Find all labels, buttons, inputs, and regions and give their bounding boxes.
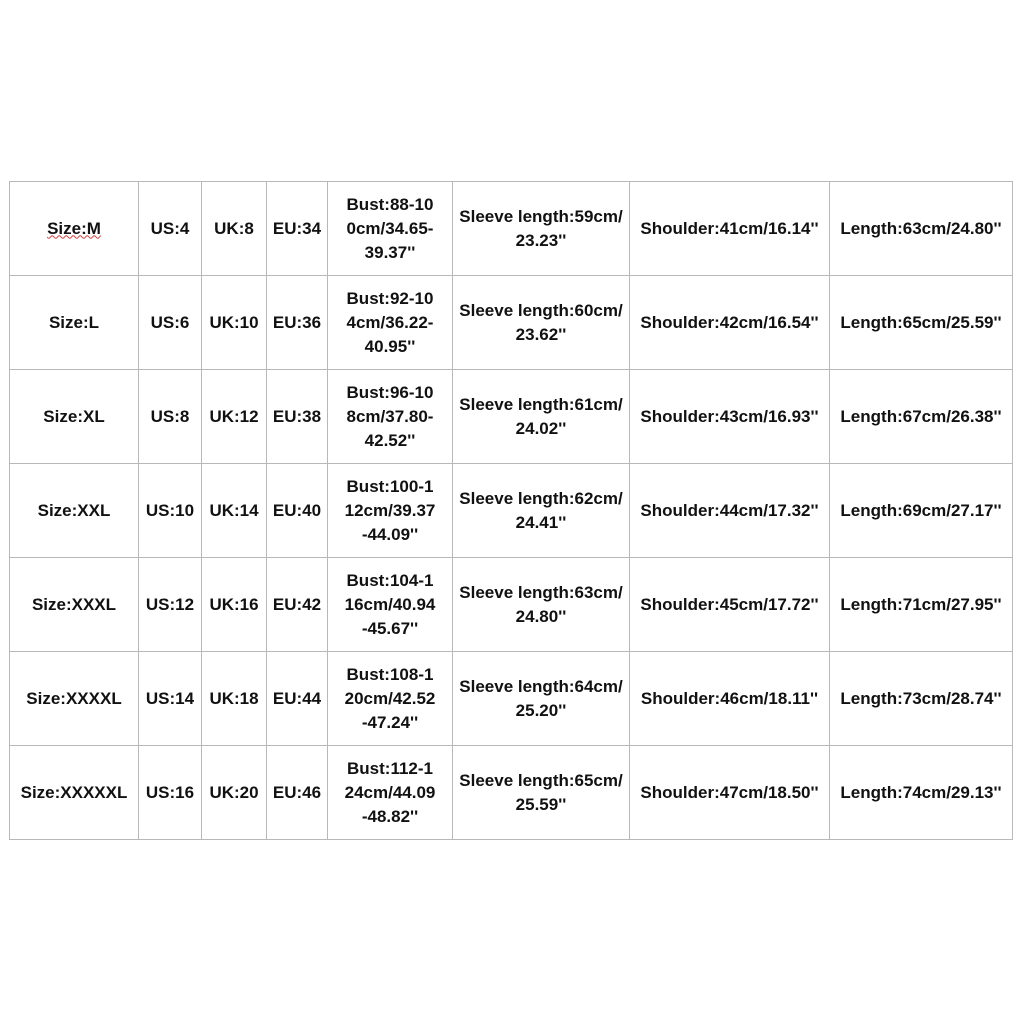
- length-cell-text: Length:73cm/28.74'': [840, 688, 1002, 708]
- shoulder-cell-text: Shoulder:46cm/18.11'': [640, 688, 819, 708]
- length-cell: [830, 558, 1013, 652]
- shoulder-cell: [630, 746, 830, 840]
- sleeve-length-cell-text: Sleeve length:61cm/24.02'': [459, 394, 623, 438]
- size-cell: [10, 746, 139, 840]
- us-size-cell: [139, 746, 202, 840]
- eu-size-cell: [267, 370, 328, 464]
- length-cell: [830, 464, 1013, 558]
- eu-size-cell: [267, 182, 328, 276]
- shoulder-cell: [630, 370, 830, 464]
- eu-size-cell-text: EU:38: [272, 406, 322, 426]
- bust-cell-text: Bust:88-100cm/34.65-39.37'': [346, 194, 434, 262]
- sleeve-length-cell-text: Sleeve length:63cm/24.80'': [459, 582, 623, 626]
- uk-size-cell: [202, 652, 267, 746]
- bust-cell-text: Bust:92-104cm/36.22-40.95'': [346, 288, 434, 356]
- eu-size-cell: [267, 746, 328, 840]
- sleeve-length-cell-text: Sleeve length:59cm/23.23'': [459, 206, 623, 250]
- eu-size-cell-text: EU:46: [272, 782, 322, 802]
- table-row: [10, 652, 1013, 746]
- table-row: [10, 746, 1013, 840]
- sleeve-length-cell-text: Sleeve length:62cm/24.41'': [459, 488, 623, 532]
- shoulder-cell-text: Shoulder:43cm/16.93'': [640, 406, 819, 426]
- shoulder-cell-text: Shoulder:45cm/17.72'': [640, 594, 819, 614]
- us-size-cell: [139, 276, 202, 370]
- table-row: [10, 558, 1013, 652]
- bust-cell: [328, 276, 453, 370]
- shoulder-cell-text: Shoulder:42cm/16.54'': [640, 312, 819, 332]
- sleeve-length-cell: [453, 276, 630, 370]
- us-size-cell: [139, 652, 202, 746]
- length-cell-text: Length:67cm/26.38'': [840, 406, 1002, 426]
- length-cell: [830, 652, 1013, 746]
- bust-cell: [328, 182, 453, 276]
- us-size-cell: [139, 182, 202, 276]
- length-cell: [830, 182, 1013, 276]
- shoulder-cell-text: Shoulder:44cm/17.32'': [640, 500, 819, 520]
- table-row: [10, 182, 1013, 276]
- shoulder-cell: [630, 652, 830, 746]
- bust-cell-text: Bust:104-116cm/40.94-45.67'': [344, 570, 436, 638]
- eu-size-cell-text: EU:34: [272, 218, 322, 238]
- uk-size-cell: [202, 746, 267, 840]
- sleeve-length-cell-text: Sleeve length:60cm/23.62'': [459, 300, 623, 344]
- bust-cell: [328, 464, 453, 558]
- us-size-cell-text: US:14: [145, 688, 195, 708]
- sleeve-length-cell-text: Sleeve length:65cm/25.59'': [459, 770, 623, 814]
- bust-cell-text: Bust:108-120cm/42.52-47.24'': [344, 664, 436, 732]
- bust-cell: [328, 652, 453, 746]
- uk-size-cell-text: UK:16: [209, 594, 259, 614]
- uk-size-cell: [202, 558, 267, 652]
- bust-cell-text: Bust:100-112cm/39.37-44.09'': [344, 476, 436, 544]
- size-cell-text: Size:XXXL: [31, 594, 117, 614]
- size-chart-table: [9, 181, 1013, 840]
- size-cell-text: Size:XXXXXL: [20, 782, 128, 802]
- eu-size-cell-text: EU:42: [272, 594, 322, 614]
- length-cell-text: Length:69cm/27.17'': [840, 500, 1002, 520]
- bust-cell: [328, 746, 453, 840]
- us-size-cell: [139, 370, 202, 464]
- shoulder-cell-text: Shoulder:41cm/16.14'': [640, 218, 819, 238]
- size-cell: [10, 182, 139, 276]
- length-cell-text: Length:63cm/24.80'': [840, 218, 1002, 238]
- sleeve-length-cell: [453, 464, 630, 558]
- uk-size-cell: [202, 370, 267, 464]
- eu-size-cell: [267, 276, 328, 370]
- eu-size-cell-text: EU:40: [272, 500, 322, 520]
- size-cell: [10, 652, 139, 746]
- us-size-cell-text: US:6: [150, 312, 190, 332]
- length-cell: [830, 276, 1013, 370]
- uk-size-cell-text: UK:8: [214, 218, 254, 238]
- size-cell-text: Size:XXXXL: [26, 688, 122, 708]
- length-cell: [830, 370, 1013, 464]
- size-cell: [10, 558, 139, 652]
- table-row: [10, 370, 1013, 464]
- uk-size-cell-text: UK:12: [209, 406, 259, 426]
- us-size-cell-text: US:8: [150, 406, 190, 426]
- shoulder-cell: [630, 276, 830, 370]
- size-cell: [10, 464, 139, 558]
- uk-size-cell-text: UK:20: [209, 782, 259, 802]
- shoulder-cell: [630, 558, 830, 652]
- us-size-cell: [139, 558, 202, 652]
- size-chart-body: [10, 182, 1013, 840]
- us-size-cell-text: US:12: [145, 594, 195, 614]
- us-size-cell-text: US:4: [150, 218, 190, 238]
- uk-size-cell: [202, 182, 267, 276]
- length-cell-text: Length:74cm/29.13'': [840, 782, 1002, 802]
- length-cell: [830, 746, 1013, 840]
- sleeve-length-cell: [453, 558, 630, 652]
- shoulder-cell-text: Shoulder:47cm/18.50'': [640, 782, 819, 802]
- size-cell-text: Size:L: [48, 312, 100, 332]
- uk-size-cell-text: UK:18: [209, 688, 259, 708]
- shoulder-cell: [630, 464, 830, 558]
- size-cell: [10, 370, 139, 464]
- sleeve-length-cell: [453, 746, 630, 840]
- eu-size-cell-text: EU:36: [272, 312, 322, 332]
- uk-size-cell: [202, 276, 267, 370]
- table-row: [10, 464, 1013, 558]
- uk-size-cell-text: UK:10: [209, 312, 259, 332]
- eu-size-cell: [267, 464, 328, 558]
- length-cell-text: Length:71cm/27.95'': [840, 594, 1002, 614]
- sleeve-length-cell-text: Sleeve length:64cm/25.20'': [459, 676, 623, 720]
- size-cell-text: Size:M: [47, 218, 101, 238]
- eu-size-cell-text: EU:44: [272, 688, 322, 708]
- bust-cell: [328, 370, 453, 464]
- sleeve-length-cell: [453, 370, 630, 464]
- shoulder-cell: [630, 182, 830, 276]
- bust-cell: [328, 558, 453, 652]
- uk-size-cell-text: UK:14: [209, 500, 259, 520]
- us-size-cell: [139, 464, 202, 558]
- size-cell-text: Size:XL: [43, 406, 105, 426]
- eu-size-cell: [267, 558, 328, 652]
- sleeve-length-cell: [453, 182, 630, 276]
- bust-cell-text: Bust:112-124cm/44.09-48.82'': [344, 758, 436, 826]
- us-size-cell-text: US:10: [145, 500, 195, 520]
- eu-size-cell: [267, 652, 328, 746]
- sleeve-length-cell: [453, 652, 630, 746]
- uk-size-cell: [202, 464, 267, 558]
- size-cell-text: Size:XXL: [37, 500, 111, 520]
- table-row: [10, 276, 1013, 370]
- length-cell-text: Length:65cm/25.59'': [840, 312, 1002, 332]
- us-size-cell-text: US:16: [145, 782, 195, 802]
- bust-cell-text: Bust:96-108cm/37.80-42.52'': [346, 382, 434, 450]
- size-cell: [10, 276, 139, 370]
